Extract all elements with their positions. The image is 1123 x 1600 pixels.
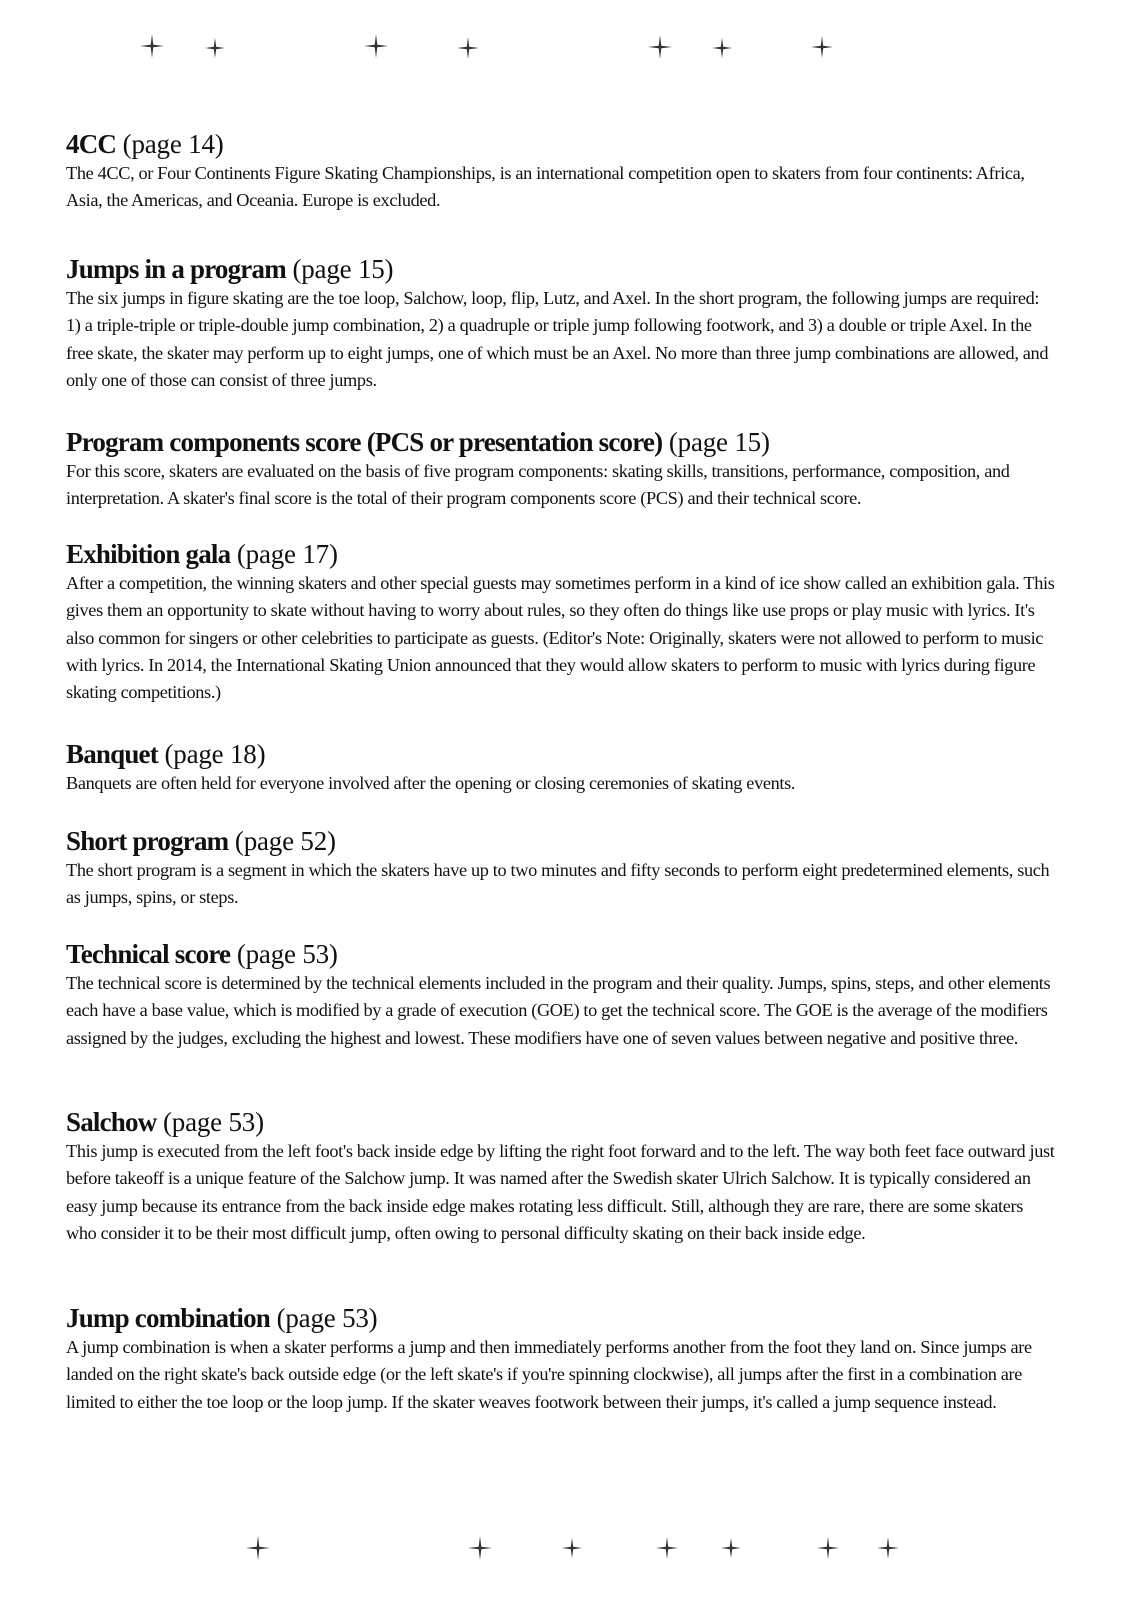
glossary-entry-exhibition-gala: [66, 538, 1056, 706]
glossary-entry-banquet: [66, 738, 1056, 797]
sparkle-icon: [712, 38, 732, 58]
sparkle-icon: [140, 34, 164, 58]
entry-definition: For this score, skaters are evaluated on the basis of five program components: skating skills, transitions, performance, composition, and interpretation. A skater's final score is the total of their program components score (PCS) and their technical score.: [66, 461, 1010, 509]
entry-heading: [66, 538, 1056, 570]
entry-heading: [66, 253, 1056, 285]
entry-heading: [66, 938, 1056, 970]
entry-definition: A jump combination is when a skater performs a jump and then immediately performs another from the foot they land on. Since jumps are landed on the right skate's back outside edge (or the left skate's if you're spinning clockwise), all jumps after the first in a combination are limited to either the toe loop or the loop jump. If the skater weaves footwork between their jumps, it's called a jump sequence instead.: [66, 1337, 1032, 1412]
sparkle-icon: [721, 1538, 741, 1558]
sparkle-icon: [648, 35, 672, 59]
entry-definition: This jump is executed from the left foot's back inside edge by lifting the right foot forward and to the left. The way both feet face outward just before takeoff is a unique feature of the Salchow jump. It was named after the Swedish skater Ulrich Salchow. It is typically considered an easy jump because its entrance from the back inside edge makes rotating less difficult. Still, although they are rare, there are some skaters who consider it to be their most difficult jump, often owing to personal difficulty skating on their back inside edge.: [66, 1141, 1055, 1243]
entry-heading: [66, 1106, 1056, 1138]
sparkle-icon: [817, 1537, 839, 1559]
glossary-entry-salchow: [66, 1106, 1056, 1247]
entry-heading: [66, 738, 1056, 770]
entry-term: 4CC: [66, 129, 117, 159]
glossary-entry-4cc: [66, 128, 1056, 215]
sparkle-icon: [457, 37, 479, 59]
entry-definition: Banquets are often held for everyone involved after the opening or closing ceremonies of skating events.: [66, 773, 796, 793]
entry-page-ref: (page 18): [164, 739, 266, 769]
entry-page-ref: (page 53): [276, 1303, 378, 1333]
entry-heading: [66, 128, 1056, 160]
sparkle-icon: [205, 38, 225, 58]
entry-page-ref: (page 15): [292, 254, 394, 284]
glossary-entry-jumps-in-a-program: [66, 253, 1056, 394]
glossary-entry-program-components-score: [66, 426, 1056, 513]
entry-definition: The short program is a segment in which the skaters have up to two minutes and fifty seconds to perform eight predetermined elements, such as jumps, spins, or steps.: [66, 860, 1050, 908]
entry-heading: [66, 1302, 1056, 1334]
sparkle-icon: [811, 36, 833, 58]
entry-term: Banquet: [66, 739, 158, 769]
entry-term: Short program: [66, 826, 229, 856]
glossary-entry-short-program: [66, 825, 1056, 912]
entry-page-ref: (page 14): [122, 129, 224, 159]
top-sparkle-border: [0, 30, 1123, 70]
sparkle-icon: [468, 1536, 492, 1560]
entry-page-ref: (page 17): [236, 539, 338, 569]
entry-heading: [66, 426, 1056, 458]
entry-definition: The 4CC, or Four Continents Figure Skating Championships, is an international competition open to skaters from four continents: Africa, Asia, the Americas, and Oceania. Europe is excluded.: [66, 163, 1025, 211]
entry-term: Technical score: [66, 939, 231, 969]
glossary-entry-jump-combination: [66, 1302, 1056, 1416]
sparkle-icon: [562, 1538, 582, 1558]
sparkle-icon: [246, 1536, 270, 1560]
entry-page-ref: (page 53): [162, 1107, 264, 1137]
bottom-sparkle-border: [0, 1528, 1123, 1568]
entry-term: Exhibition gala: [66, 539, 231, 569]
entry-term: Jumps in a program: [66, 254, 286, 284]
entry-definition: After a competition, the winning skaters and other special guests may sometimes perform in a kind of ice show called an exhibition gala. This gives them an opportunity to skate without having to worry about rules, so they often do things like use props or play music with lyrics. It's also common for singers or other celebrities to participate as guests. (Editor's Note: Originally, skaters were not allowed to perform to music with lyrics. In 2014, the International Skating Union announced that they would allow skaters to perform to music with lyrics during figure skating competitions.): [66, 573, 1055, 703]
sparkle-icon: [364, 34, 388, 58]
entry-page-ref: (page 53): [236, 939, 338, 969]
sparkle-icon: [877, 1537, 899, 1559]
entry-definition: The technical score is determined by the technical elements included in the program and their quality. Jumps, spins, steps, and other elements each have a base value, which is modified by a grade of execution (GOE) to get the technical score. The GOE is the average of the modifiers assigned by the judges, excluding the highest and lowest. These modifiers have one of seven values between negative and positive three.: [66, 973, 1051, 1048]
entry-term: Jump combination: [66, 1303, 270, 1333]
entry-page-ref: (page 52): [234, 826, 336, 856]
entry-term: Program components score (PCS or presentation score): [66, 427, 663, 457]
glossary-entry-technical-score: [66, 938, 1056, 1052]
entry-heading: [66, 825, 1056, 857]
sparkle-icon: [656, 1537, 678, 1559]
entry-definition: The six jumps in figure skating are the toe loop, Salchow, loop, flip, Lutz, and Axel. In the short program, the following jumps are required: 1) a triple-triple or triple-double jump combination, 2) a quadruple or triple jump following footwork, and 3) a double or triple Axel. In the free skate, the skater may perform up to eight jumps, one of which must be an Axel. No more than three jump combinations are allowed, and only one of those can consist of three jumps.: [66, 288, 1049, 390]
entry-term: Salchow: [66, 1107, 157, 1137]
entry-page-ref: (page 15): [668, 427, 770, 457]
